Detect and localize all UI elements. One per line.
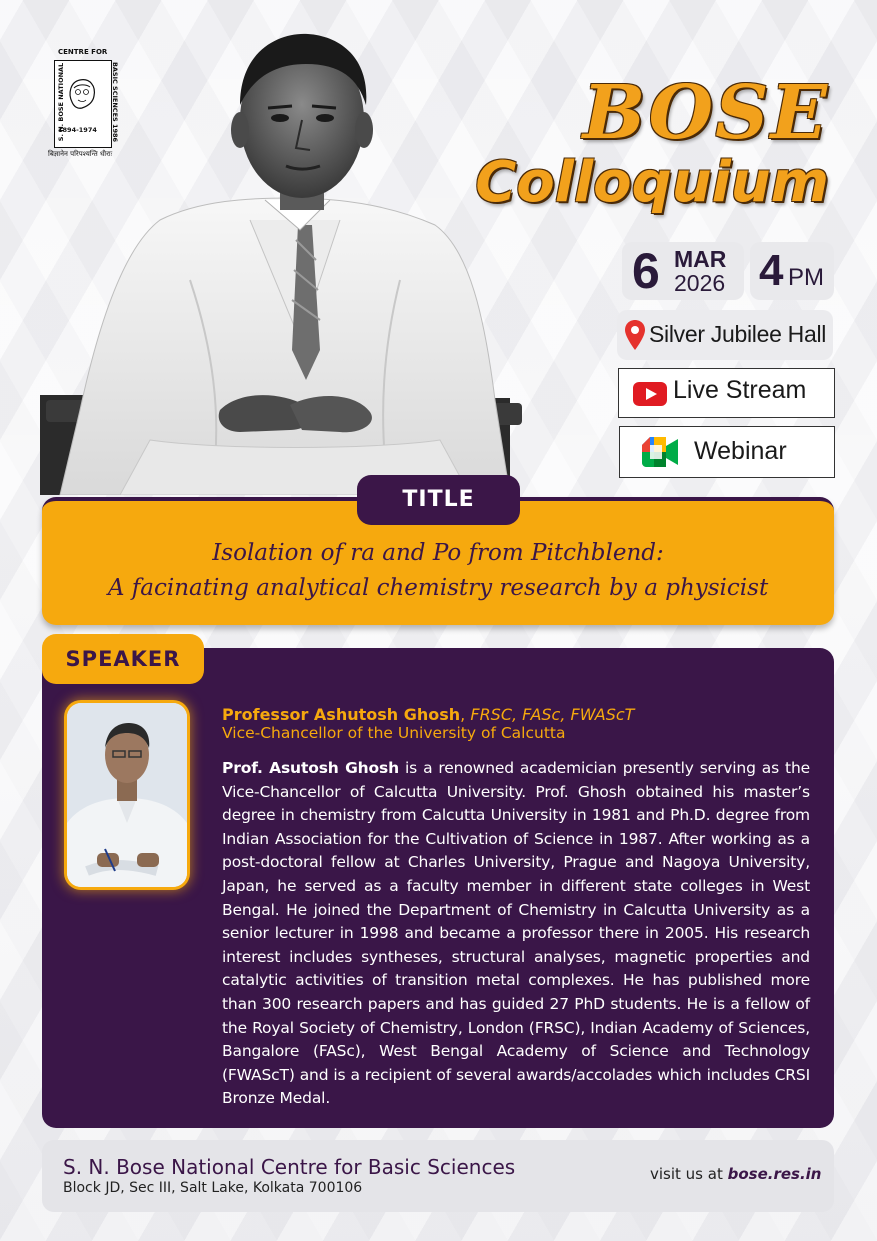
event-month: MAR [674,246,727,272]
logo-top-text: CENTRE FOR [58,48,108,56]
youtube-icon [633,382,667,406]
colloquium-brand-title: BOSE [582,70,829,156]
webinar-button[interactable] [619,426,835,478]
venue-badge [617,310,833,360]
speaker-name: Professor Ashutosh Ghosh [222,705,461,724]
speaker-tab-label: SPEAKER [42,634,204,684]
talk-title [42,536,834,606]
footer-bar [42,1140,834,1212]
webinar-label: Webinar [694,437,787,465]
speaker-name-line [222,705,634,724]
speaker-portrait-image [67,703,187,887]
website-link[interactable]: bose.res.in [727,1165,822,1183]
logo-motto: बिज्ञानेन परिपश्यन्ति धीराः [48,150,113,158]
live-stream-button[interactable] [618,368,835,418]
date-badge [622,242,744,300]
venue-name: Silver Jubilee Hall [649,321,827,347]
speaker-bio-lead: Prof. Asutosh Ghosh [222,759,400,777]
talk-title-line2: A facinating analytical chemistry research by a physicist [107,575,769,601]
institute-address: Block JD, Sec III, Salt Lake, Kolkata 700106 [63,1180,363,1196]
talk-title-line1: Isolation of ra and Po from Pitchblend: [212,540,664,566]
logo-right-text: BASIC SCIENCES 1986 [111,61,119,143]
speaker-role: Vice-Chancellor of the University of Calcutta [222,724,566,742]
live-stream-label: Live Stream [673,376,807,404]
logo-left-text: S. N. BOSE NATIONAL [57,62,65,142]
speaker-photo [67,703,187,887]
event-time-number: 4 [759,246,784,295]
colloquium-subtitle: Colloquium [475,150,829,215]
location-pin-icon [625,320,645,350]
event-time-suffix: PM [788,264,824,291]
title-tab-label: TITLE [357,475,520,525]
speaker-credentials: FRSC, FASc, FWAScT [470,705,635,724]
speaker-bio-text: is a renowned academician presently serving as the Vice-Chancellor of Calcutta University. Prof. Ghosh obtained his master’s degree in chemistry from Calcutta University in 1981 and Ph.D. degree from Indian Association for the Cultivation of Science in 1987. After working as a post-doctoral fellow at Charles University, Prague and Nagoya University, Japan, he served as a faculty member in different state colleges in West Bengal. He joined the Department of Chemistry in Calcutta University as a senior lecturer in 1998 and became a professor there in 2005. His research interest includes syntheses, structural analyses, magnetic properties and catalytic activities of transition metal complexes. He has published more than 300 research papers and has guided 27 PhD students. He is a fellow of the Royal Society of Chemistry, London (FRSC), Indian Academy of Sciences, Bangalore (FASc), West Bengal Academy of Science and Technology (FWAScT) and is a recipient of several awards/accolades which includes CRSI Bronze Medal. [222,759,811,1108]
event-year: 2026 [674,270,726,296]
website-line [650,1165,822,1183]
event-day: 6 [632,243,660,299]
bose-portrait-image [40,20,540,495]
speaker-bio [222,757,810,1111]
visit-label: visit us at [650,1165,723,1183]
speaker-name-separator: , [460,705,466,724]
time-badge [750,242,834,300]
institute-name: S. N. Bose National Centre for Basic Sciences [63,1155,516,1179]
logo-years: 1894-1974 [58,126,97,134]
google-meet-icon [642,437,678,467]
